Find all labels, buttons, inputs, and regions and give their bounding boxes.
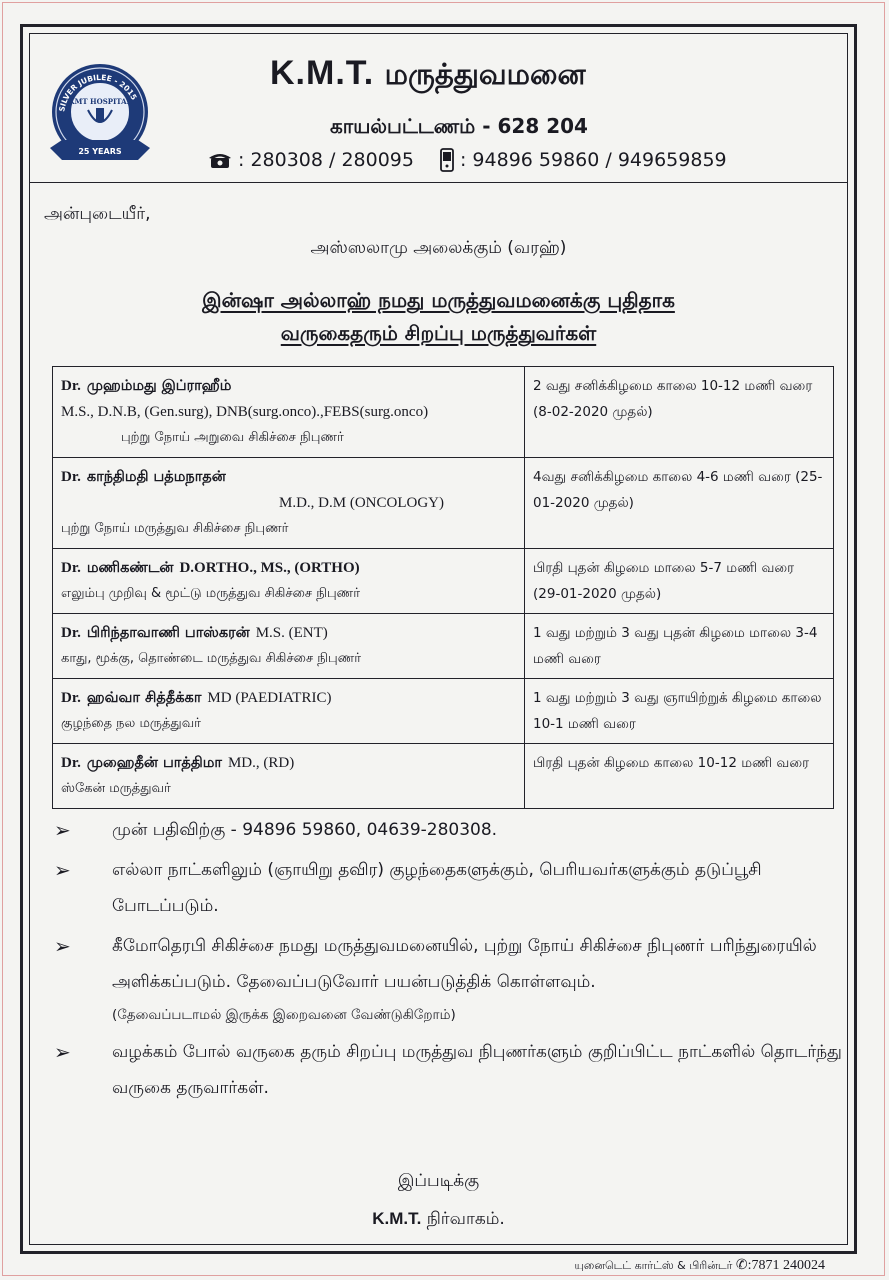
landline-numbers: : 280308 / 280095 (238, 149, 414, 171)
doctor-name: Dr. முஹைதீன் பாத்திமா MD., (RD) (61, 755, 295, 771)
doctor-speciality: புற்று நோய் அறுவை சிகிச்சை நிபுணர் (121, 430, 344, 445)
closing-line: இப்படிக்கு (397, 1171, 480, 1191)
point-booking: முன் பதிவிற்கு - 94896 59860, 04639-280308. (112, 820, 498, 840)
telephone-icon (208, 151, 232, 169)
point-chemotherapy: கீமோதெரபி சிகிச்சை நமது மருத்துவமனையில், புற்று நோய் சிகிச்சை நிபுணர் பரிந்துரையில் அளிக்கப்படும். தேவைப்படுவோர் பயன்படுத்திக் கொள்ளவும். (112, 936, 817, 992)
doctor-name: Dr. மணிகண்டன் D.ORTHO., MS., (ORTHO) (61, 560, 360, 576)
salaam-line: அஸ்ஸலாமு அலைக்கும் (வரஹ்) (310, 238, 567, 258)
hospital-name-tamil: மருத்துவமனை (384, 59, 586, 91)
printer-phone: ✆:7871 240024 (735, 1258, 825, 1273)
schedule-cell: 4வது சனிக்கிழமை காலை 4-6 மணி வரை (25-01-2020 முதல்) (525, 458, 834, 549)
doctor-name: Dr. பிரிந்தாவாணி பாஸ்கரன் M.S. (ENT) (61, 625, 328, 641)
doctor-cell (53, 367, 525, 458)
hospital-name (270, 54, 586, 95)
point-vaccination: எல்லா நாட்களிலும் (ஞாயிறு தவிர) குழந்தைகளுக்கும், பெரியவர்களுக்கும் தடுப்பூசி போடப்படும். (112, 860, 762, 916)
heading-line-2: வருகைதரும் சிறப்பு மருத்துவர்கள் (280, 321, 597, 345)
hospital-name-latin: K.M.T. (270, 54, 375, 92)
doctor-speciality: எலும்பு முறிவு & மூட்டு மருத்துவ சிகிச்சை நிபுணர் (61, 586, 361, 601)
doctor-qualification: M.S. (ENT) (255, 625, 328, 641)
schedule-cell: 1 வது மற்றும் 3 வது புதன் கிழமை மாலை 3-4 மணி வரை (525, 614, 834, 679)
doctors-table (52, 366, 834, 809)
notice-heading (30, 284, 847, 350)
doctor-qualification: MD., (RD) (227, 755, 295, 771)
doctor-cell (53, 679, 525, 744)
prayer-note: (தேவைப்படாமல் இருக்க இறைவனை வேண்டுகிறோம்) (112, 1007, 456, 1023)
arrow-bullet-icon: ➢ (54, 1040, 71, 1064)
hospital-address: காயல்பட்டணம் - 628 204 (330, 114, 588, 138)
doctor-qualification: MD (PAEDIATRIC) (207, 690, 332, 706)
printer-credit (575, 1257, 826, 1274)
list-item (52, 852, 852, 924)
schedule-cell: 1 வது மற்றும் 3 வது ஞாயிற்றுக் கிழமை காலை 10-1 மணி வரை (525, 679, 834, 744)
doctor-speciality: புற்று நோய் மருத்துவ சிகிச்சை நிபுணர் (61, 521, 289, 536)
logo-center-text: KMT HOSPITAL (68, 97, 132, 106)
notice-inner (29, 33, 848, 1245)
logo-ring-text: SILVER JUBILEE - 2015 (57, 72, 139, 113)
doctor-name: Dr. முஹம்மது இப்ராஹீம் (61, 378, 232, 394)
arrow-bullet-icon: ➢ (54, 934, 71, 958)
doctor-cell (53, 614, 525, 679)
mobile-numbers: : 94896 59860 / 949659859 (459, 149, 727, 171)
mobile-phone-icon (440, 148, 454, 172)
doctor-speciality: ஸ்கேன் மருத்துவர் (61, 781, 171, 796)
list-item (52, 1034, 852, 1106)
table-row (53, 549, 834, 614)
notice-frame (20, 24, 857, 1254)
table-row (53, 614, 834, 679)
printer-name: யுனைடெட் கார்ட்ஸ் & பிரின்டர் (574, 1259, 733, 1272)
doctor-qualification: M.S., D.N.B, (Gen.surg), DNB(surg.onco).,FEBS(surg.onco) (61, 404, 429, 420)
closing-signature (30, 1162, 847, 1238)
doctor-qualification: D.ORTHO., MS., (ORTHO) (179, 560, 360, 576)
doctor-speciality: குழந்தை நல மருத்துவர் (61, 716, 201, 731)
table-row (53, 367, 834, 458)
doctor-cell (53, 744, 525, 809)
notice-points (52, 812, 852, 1110)
schedule-cell: 2 வது சனிக்கிழமை காலை 10-12 மணி வரை (8-02-2020 முதல்) (525, 367, 834, 458)
table-row (53, 679, 834, 744)
arrow-bullet-icon: ➢ (54, 818, 71, 842)
signatory: K.M.T. நிர்வாகம். (372, 1209, 505, 1229)
doctor-cell (53, 549, 525, 614)
table-row (53, 458, 834, 549)
doctor-qualification: M.D., D.M (ONCOLOGY) (279, 495, 444, 511)
list-item (52, 928, 852, 1000)
point-regular-specialists: வழக்கம் போல் வருகை தரும் சிறப்பு மருத்துவ நிபுணர்களும் குறிப்பிட்ட நாட்களில் தொடர்ந்து வருகை தருவார்கள். (112, 1042, 842, 1098)
doctor-cell (53, 458, 525, 549)
heading-line-1: இன்ஷா அல்லாஹ் நமது மருத்துவமனைக்கு புதிதாக (202, 288, 675, 312)
hospital-logo (44, 60, 156, 172)
logo-ribbon-text: 25 YEARS (78, 147, 122, 156)
table-row (53, 744, 834, 809)
letterhead (30, 34, 847, 183)
greeting: அன்புடையீர், (44, 204, 151, 224)
doctor-name: Dr. காந்திமதி பத்மநாதன் (61, 469, 226, 485)
doctor-speciality: காது, மூக்கு, தொண்டை மருத்துவ சிகிச்சை நிபுணர் (61, 651, 362, 666)
schedule-cell: பிரதி புதன் கிழமை மாலை 5-7 மணி வரை (29-01-2020 முதல்) (525, 549, 834, 614)
arrow-bullet-icon: ➢ (54, 858, 71, 882)
list-item (52, 812, 852, 848)
doctor-name: Dr. ஹவ்வா சித்தீக்கா MD (PAEDIATRIC) (61, 690, 332, 706)
contact-line (208, 148, 727, 172)
schedule-cell: பிரதி புதன் கிழமை காலை 10-12 மணி வரை (525, 744, 834, 809)
